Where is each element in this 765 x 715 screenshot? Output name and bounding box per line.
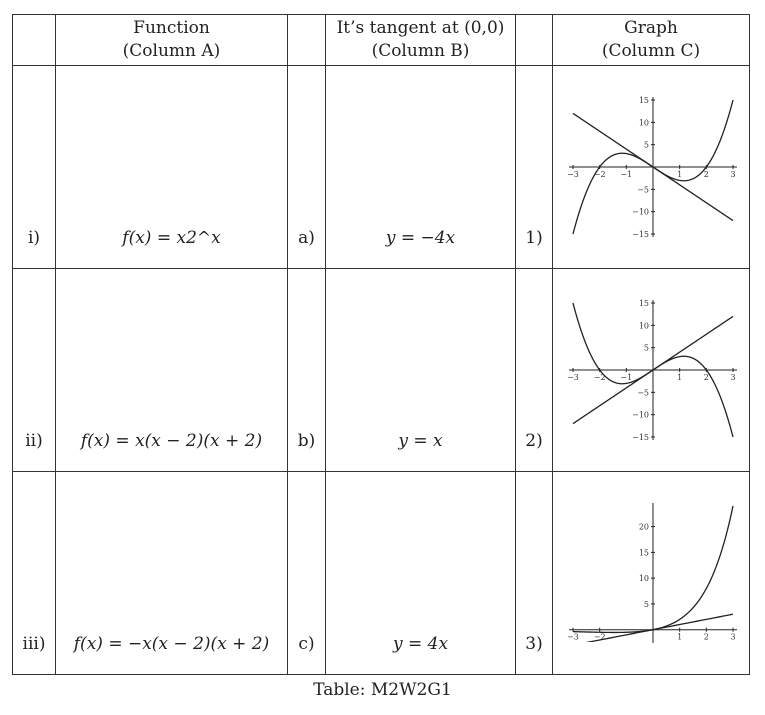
table-caption: Table: M2W2G1 — [313, 680, 452, 700]
y-tick-label: 10 — [638, 321, 649, 331]
graph-cell — [553, 66, 750, 269]
row-number-label — [516, 472, 553, 675]
x-tick-label: −3 — [567, 632, 579, 642]
x-tick-label: 3 — [730, 170, 736, 179]
tangent-cell — [326, 269, 516, 472]
x-tick-label: 1 — [677, 373, 683, 382]
x-tick-label: −2 — [593, 170, 606, 179]
row-letter-label — [288, 66, 326, 269]
x-tick-label: −2 — [593, 632, 606, 642]
y-tick-label: 15 — [638, 299, 649, 308]
x-tick-label: 1 — [677, 170, 683, 179]
y-tick-label: 15 — [638, 548, 649, 558]
y-tick-label: −10 — [632, 207, 649, 217]
header-column-b-line1: It’s tangent at (0,0) — [336, 18, 505, 38]
header-column-c-line2: (Column C) — [601, 41, 701, 61]
y-tick-label: −15 — [632, 230, 649, 239]
y-tick-label: −15 — [632, 433, 649, 442]
graph-2-svg — [561, 295, 741, 445]
header-row — [13, 15, 750, 66]
y-tick-label: −5 — [637, 388, 649, 398]
tangent-text: y = −4x — [385, 228, 456, 248]
graph-3-svg — [561, 498, 741, 648]
letter-label-text: a) — [298, 228, 315, 248]
x-tick-label: 2 — [703, 170, 709, 179]
row-roman-label — [13, 269, 56, 472]
number-label-text: 3) — [525, 634, 543, 654]
header-column-a-line1: Function — [133, 18, 210, 38]
y-tick-label: 10 — [638, 118, 649, 128]
function-cell — [56, 269, 288, 472]
letter-label-text: c) — [298, 634, 315, 654]
y-tick-label: 5 — [643, 140, 649, 150]
y-tick-label: 5 — [643, 599, 649, 609]
x-tick-label: 1 — [677, 632, 683, 642]
graph-cell — [553, 269, 750, 472]
x-tick-label: 2 — [703, 373, 709, 382]
tangent-text: y = x — [398, 431, 443, 451]
table-row — [13, 269, 750, 472]
header-blank-2 — [288, 15, 326, 66]
row-roman-label — [13, 66, 56, 269]
row-letter-label — [288, 472, 326, 675]
row-letter-label — [288, 269, 326, 472]
y-tick-label: 15 — [638, 96, 649, 105]
function-text: f(x) = −x(x − 2)(x + 2) — [73, 634, 270, 654]
x-tick-label: −1 — [620, 373, 633, 382]
tangent-text: y = 4x — [392, 634, 449, 654]
x-tick-label: 2 — [703, 632, 709, 642]
header-column-b-line2: (Column B) — [371, 41, 470, 61]
row-number-label — [516, 269, 553, 472]
header-blank-3 — [516, 15, 553, 66]
header-column-a — [56, 15, 288, 66]
row-roman-label — [13, 472, 56, 675]
y-tick-label: 5 — [643, 343, 649, 353]
x-tick-label: −3 — [567, 373, 579, 382]
letter-label-text: b) — [297, 431, 316, 451]
graph-cell — [553, 472, 750, 675]
table-row — [13, 472, 750, 675]
function-text: f(x) = x2^x — [122, 228, 221, 248]
function-text: f(x) = x(x − 2)(x + 2) — [80, 431, 263, 451]
header-column-c — [553, 15, 750, 66]
x-tick-label: −1 — [620, 170, 633, 179]
y-tick-label: −5 — [637, 185, 649, 195]
header-column-a-line2: (Column A) — [122, 41, 221, 61]
matching-table — [12, 14, 750, 675]
x-tick-label: −2 — [593, 373, 606, 382]
header-column-b — [326, 15, 516, 66]
x-tick-label: −3 — [567, 170, 579, 179]
tangent-cell — [326, 66, 516, 269]
roman-label-text: iii) — [22, 634, 46, 654]
graph-1-svg — [561, 92, 741, 242]
number-label-text: 2) — [525, 431, 543, 451]
function-cell — [56, 472, 288, 675]
table-row — [13, 66, 750, 269]
roman-label-text: ii) — [25, 431, 43, 451]
x-tick-label: 3 — [730, 373, 736, 382]
header-blank-1 — [13, 15, 56, 66]
x-tick-label: 3 — [730, 632, 736, 642]
y-tick-label: −10 — [632, 410, 649, 420]
number-label-text: 1) — [525, 228, 543, 248]
roman-label-text: i) — [27, 228, 41, 248]
y-tick-label: 20 — [638, 522, 649, 532]
function-cell — [56, 66, 288, 269]
header-column-c-line1: Graph — [624, 18, 678, 38]
tangent-cell — [326, 472, 516, 675]
row-number-label — [516, 66, 553, 269]
y-tick-label: 10 — [638, 574, 649, 584]
